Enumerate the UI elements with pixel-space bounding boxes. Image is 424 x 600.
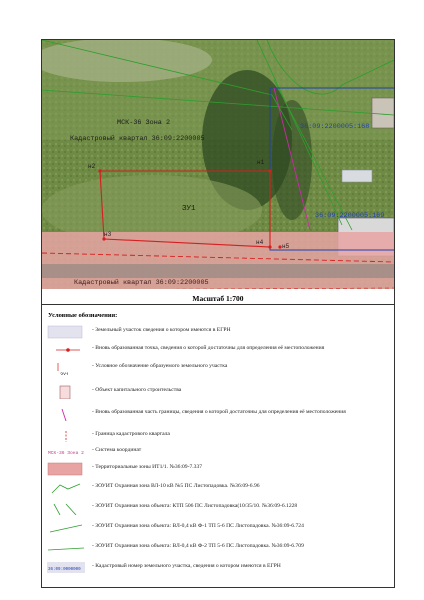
parcel-168-label: 36:09:2200005:168: [300, 123, 370, 131]
legend-item-text: - Граница кадастрового квартала: [92, 431, 170, 437]
legend-item-text: - ЗОУИТ Охранная зона объекта: ВЛ-0,4 кВ Ф-1 ТП 5-6 ПС Листопадовка. №36:09-6.724: [92, 523, 304, 529]
grey-parcel-swatch-icon: [46, 325, 86, 339]
magenta-line-icon: [46, 407, 86, 421]
green-zone-line-icon: [46, 541, 86, 555]
legend-item-text: - Система координат: [92, 447, 142, 453]
point-label: н5: [282, 243, 290, 250]
map-svg: [42, 40, 394, 289]
building: [372, 98, 394, 128]
coordinate-system-label-icon: [46, 445, 86, 459]
quarter-label: Кадастровый квартал 36:09:2200005: [70, 135, 205, 143]
scale-label: Масштаб 1:700: [192, 294, 244, 303]
svg-text:ЗУ1: ЗУ1: [60, 372, 70, 375]
legend-item-text: - Вновь образованная часть границы, сведения о которой достаточны для определения её местоположения: [92, 409, 346, 415]
green-zone-line-icon: [46, 521, 86, 535]
green-zone-line-icon: [46, 501, 86, 515]
parcel-label-marker-icon: [46, 361, 86, 375]
zone-label: МСК-36 Зона 2: [117, 119, 171, 127]
legend-item-text: - Вновь образованная точка, сведения о которой достаточны для определения её местоположения: [92, 345, 325, 351]
legend-item-text: - Кадастровый номер земельного участка, сведения о котором имеются в ЕГРН: [92, 563, 281, 569]
legend-item-text: - ЗОУИТ Охранная зона ВЛ-10 кВ №5 ПС Листопадовка. №36:09-6.96: [92, 483, 260, 489]
building: [342, 170, 372, 182]
legend-item-text: - Земельный участок сведения о котором имеются в ЕГРН: [92, 327, 231, 333]
legend-item-text: - ЗОУИТ Охранная зона объекта: КТП 506 ПС Листопадовка(10/35/10. №36:09-6.1228: [92, 503, 298, 509]
point-label: н1: [257, 159, 265, 166]
legend: [42, 304, 394, 588]
road: [42, 264, 394, 278]
parcel-name-label: ЗУ1: [182, 205, 196, 213]
parcel-169-label: 36:09:2200005:169: [315, 212, 385, 220]
green-zone-line-icon: [46, 481, 86, 495]
red-point-marker-icon: [46, 343, 86, 357]
svg-text:МСК-36 Зона 2: МСК-36 Зона 2: [48, 451, 84, 456]
legend-item-text: - Территориальные зоны ИТ1/1. №36:09-7.337: [92, 464, 203, 470]
map-view[interactable]: [42, 40, 394, 289]
drawing-sheet: [41, 39, 395, 588]
point-label: н3: [104, 231, 112, 238]
point-label: н4: [256, 239, 264, 246]
red-dashed-line-icon: [46, 429, 86, 443]
legend-item-text: - Условное обозначение образуемого земельного участка: [92, 363, 228, 369]
point-marker: [268, 169, 271, 172]
legend-item-text: - Объект капитального строительства: [92, 387, 182, 393]
point-label: н2: [88, 163, 96, 170]
building-outline-icon: [46, 385, 86, 399]
legend-title: Условные обозначения:: [48, 312, 118, 319]
legend-item-text: - ЗОУИТ Охранная зона объекта: ВЛ-0,4 кВ Ф-2 ТП 5-6 ПС Листопадовка. №36:09-6.709: [92, 543, 304, 549]
svg-text:36:09:0000000: 36:09:0000000: [48, 568, 81, 572]
point-marker: [268, 245, 271, 248]
pink-zone-swatch-icon: [46, 462, 86, 476]
point-marker: [98, 169, 101, 172]
quarter-label: Кадастровый квартал 36:09:2200005: [74, 279, 209, 287]
cadastral-number-label-icon: [46, 561, 86, 575]
